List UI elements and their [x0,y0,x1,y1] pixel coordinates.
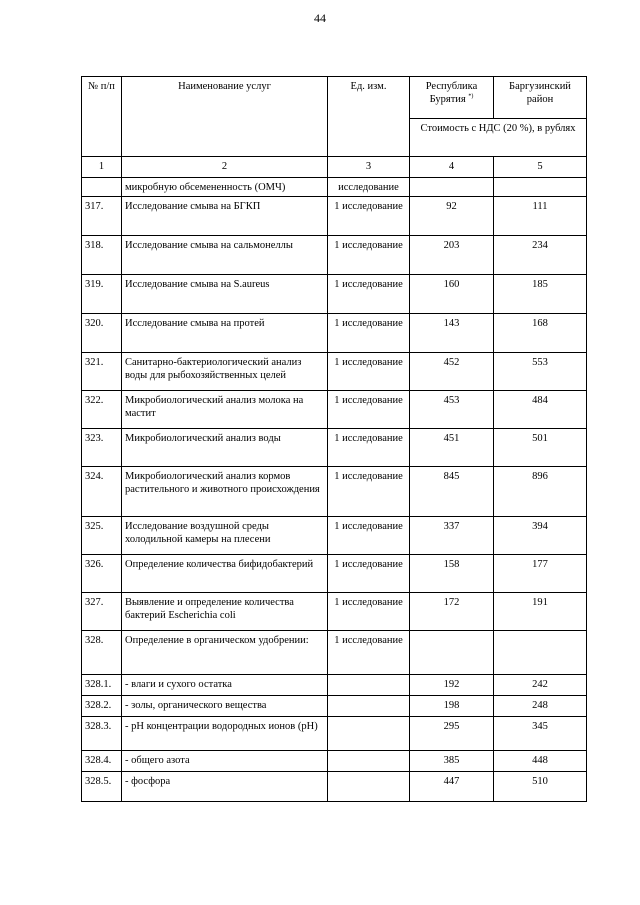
cell-unit: 1 исследование [328,236,410,275]
cell-price-district: 345 [494,717,587,751]
cell-price-republic: 845 [410,467,494,517]
cell-number: 328. [82,631,122,675]
cell-unit [328,772,410,802]
cell-number: 322. [82,391,122,429]
table-row [82,391,587,429]
cell-unit: 1 исследование [328,555,410,593]
cell-price-district: 234 [494,236,587,275]
cell-price-district: 553 [494,353,587,391]
cell-price-republic: 203 [410,236,494,275]
table-row [82,555,587,593]
cell-service-name: - общего азота [122,751,328,772]
cell-price-republic: 198 [410,696,494,717]
column-number-3: 3 [328,157,410,178]
header-republic-footnote-mark: *) [468,93,474,100]
cell-unit [328,696,410,717]
cell-number [82,178,122,197]
cell-number: 318. [82,236,122,275]
cell-price-district: 394 [494,517,587,555]
cell-price-republic: 160 [410,275,494,314]
cell-price-republic [410,631,494,675]
cell-price-district: 448 [494,751,587,772]
table-row [82,429,587,467]
header-number: № п/п [82,77,122,157]
cell-number: 323. [82,429,122,467]
cell-number: 317. [82,197,122,236]
cell-number: 328.5. [82,772,122,802]
cell-price-republic: 453 [410,391,494,429]
continuation-row [82,178,587,197]
cell-unit: 1 исследование [328,197,410,236]
cell-price-district: 484 [494,391,587,429]
cell-service-name: Микробиологический анализ кормов растительного и животного происхождения [122,467,328,517]
column-number-2: 2 [122,157,328,178]
cell-unit: исследование [328,178,410,197]
cell-service-name: Выявление и определение количества бактерий Escherichia coli [122,593,328,631]
cell-price-district: 242 [494,675,587,696]
cell-unit: 1 исследование [328,631,410,675]
cell-number: 325. [82,517,122,555]
cell-price-republic: 92 [410,197,494,236]
cell-service-name: - золы, органического вещества [122,696,328,717]
price-table [81,76,587,802]
table-row [82,717,587,751]
cell-unit: 1 исследование [328,467,410,517]
cell-unit: 1 исследование [328,391,410,429]
column-number-5: 5 [494,157,587,178]
cell-unit: 1 исследование [328,314,410,353]
cell-number: 320. [82,314,122,353]
cell-number: 324. [82,467,122,517]
table-row [82,236,587,275]
cell-service-name: Исследование смыва на S.aureus [122,275,328,314]
cell-service-name: Исследование воздушной среды холодильной камеры на плесени [122,517,328,555]
cell-service-name: Санитарно-бактериологический анализ воды для рыбохозяйственных целей [122,353,328,391]
table-row [82,467,587,517]
page-number: 44 [314,11,326,25]
cell-price-district: 896 [494,467,587,517]
cell-unit: 1 исследование [328,517,410,555]
cell-number: 328.1. [82,675,122,696]
table-header-row [82,77,587,119]
cell-price-district: 191 [494,593,587,631]
header-republic [410,77,494,119]
cell-service-name: Определение количества бифидобактерий [122,555,328,593]
cell-service-name: микробную обсемененность (ОМЧ) [122,178,328,197]
cell-service-name: - pH концентрации водородных ионов (pH) [122,717,328,751]
header-unit: Ед. изм. [328,77,410,157]
cell-price-district [494,631,587,675]
cell-price-republic: 385 [410,751,494,772]
cell-number: 319. [82,275,122,314]
cell-price-district: 111 [494,197,587,236]
header-price-caption: Стоимость с НДС (20 %), в рублях [410,119,587,157]
cell-service-name: Исследование смыва на БГКП [122,197,328,236]
column-number-1: 1 [82,157,122,178]
cell-unit: 1 исследование [328,429,410,467]
cell-service-name: - фосфора [122,772,328,802]
table-row [82,197,587,236]
cell-unit: 1 исследование [328,353,410,391]
cell-number: 327. [82,593,122,631]
table-row [82,772,587,802]
cell-price-republic: 192 [410,675,494,696]
cell-price-republic: 452 [410,353,494,391]
cell-number: 326. [82,555,122,593]
cell-price-district: 248 [494,696,587,717]
cell-price-republic: 337 [410,517,494,555]
table-row [82,751,587,772]
cell-price-district: 501 [494,429,587,467]
cell-price-republic [410,178,494,197]
cell-unit [328,751,410,772]
cell-number: 328.4. [82,751,122,772]
cell-number: 321. [82,353,122,391]
cell-service-name: Микробиологический анализ молока на мастит [122,391,328,429]
cell-service-name: - влаги и сухого остатка [122,675,328,696]
cell-service-name: Микробиологический анализ воды [122,429,328,467]
cell-price-republic: 451 [410,429,494,467]
cell-price-republic: 172 [410,593,494,631]
cell-price-republic: 447 [410,772,494,802]
cell-price-republic: 143 [410,314,494,353]
column-number-row [82,157,587,178]
cell-price-republic: 158 [410,555,494,593]
cell-number: 328.2. [82,696,122,717]
cell-unit [328,675,410,696]
table-row [82,675,587,696]
cell-service-name: Исследование смыва на сальмонеллы [122,236,328,275]
header-service-name: Наименование услуг [122,77,328,157]
column-number-4: 4 [410,157,494,178]
table-row [82,353,587,391]
cell-number: 328.3. [82,717,122,751]
cell-unit: 1 исследование [328,275,410,314]
cell-price-district [494,178,587,197]
table-row [82,275,587,314]
cell-unit: 1 исследование [328,593,410,631]
header-district: Баргузинский район [494,77,587,119]
cell-service-name: Определение в органическом удобрении: [122,631,328,675]
cell-price-district: 510 [494,772,587,802]
cell-price-district: 168 [494,314,587,353]
cell-unit [328,717,410,751]
table-row [82,631,587,675]
table-row [82,314,587,353]
table-row [82,517,587,555]
cell-service-name: Исследование смыва на протей [122,314,328,353]
cell-price-district: 185 [494,275,587,314]
table-row [82,593,587,631]
cell-price-republic: 295 [410,717,494,751]
cell-price-district: 177 [494,555,587,593]
table-row [82,696,587,717]
header-republic-label: Республика Бурятия [425,81,478,106]
